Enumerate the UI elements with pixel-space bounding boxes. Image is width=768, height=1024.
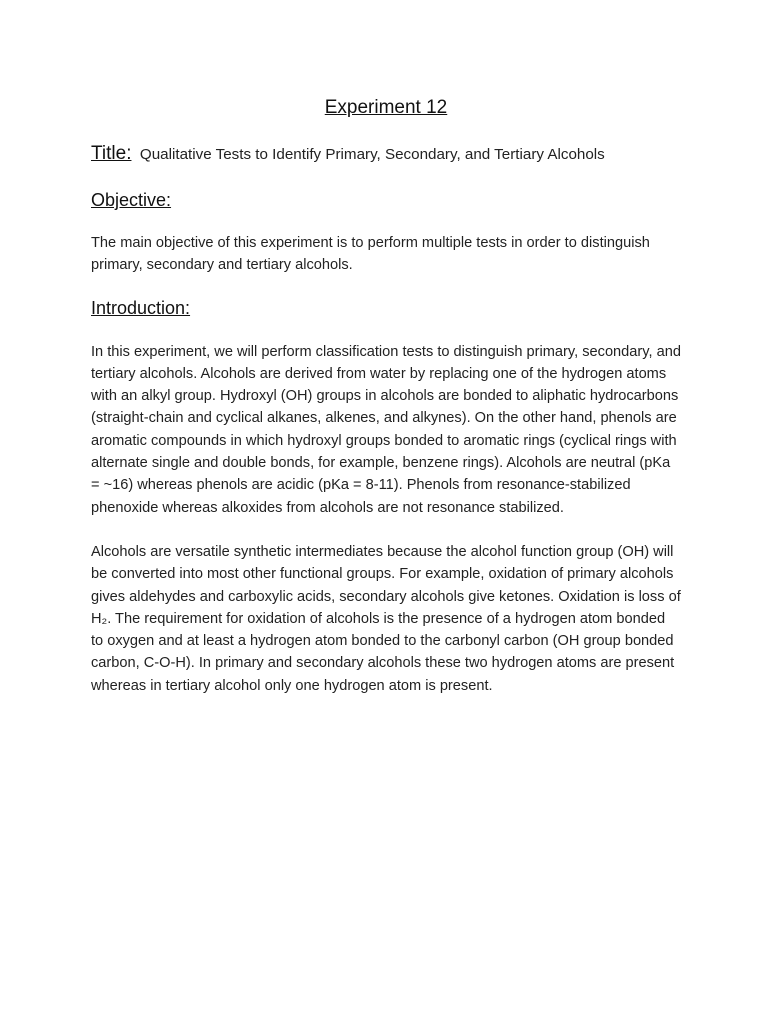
objective-text: The main objective of this experiment is to perform multiple tests in order to distinguish primary, secondary and tertiary alcohols. xyxy=(91,235,650,274)
title-value: Qualitative Tests to Identify Primary, Secondary, and Tertiary Alcohols xyxy=(139,146,605,163)
introduction-paragraph-2: Alcohols are versatile synthetic intermediates because the alcohol function group (OH) will be converted into most other functional groups. For example, oxidation of primary alcohols gives aldehydes and carboxylic acids, secondary alcohols give ketones. Oxidation is loss of H₂. The requirement for oxidation of alcohols is the presence of a hydrogen atom bonded to oxygen and at least a hydrogen atom bonded to the carbonyl carbon (OH group bonded carbon, C-O-H). In primary and secondary alcohols these two hydrogen atoms are present whereas in tertiary alcohol only one hydrogen atom is present. xyxy=(91,543,681,694)
document-heading: Experiment 12 xyxy=(324,97,448,118)
introduction-heading: Introduction: xyxy=(91,297,191,318)
title-label: Title: xyxy=(91,143,132,164)
introduction-paragraph-1: In this experiment, we will perform classification tests to distinguish primary, secondary, and tertiary alcohols. Alcohols are derived from water by replacing one of the hydrogen atoms with an alkyl group. Hydroxyl (OH) groups in alcohols are bonded to aliphatic hydrocarbons (straight-chain and cyclical alkanes, alkenes, and alkynes). On the other hand, phenols are aromatic compounds in which hydroxyl groups bonded to aromatic rings (cyclical rings with alternate single and double bonds, for example, benzene rings). Alcohols are neutral (pKa = ~16) whereas phenols are acidic (pKa = 8-11). Phenols from resonance-stabilized phenoxide whereas alkoxides from alcohols are not resonance stabilized. xyxy=(91,343,681,516)
title-line xyxy=(91,141,681,168)
document-body xyxy=(91,95,681,697)
objective-heading: Objective: xyxy=(91,190,172,210)
